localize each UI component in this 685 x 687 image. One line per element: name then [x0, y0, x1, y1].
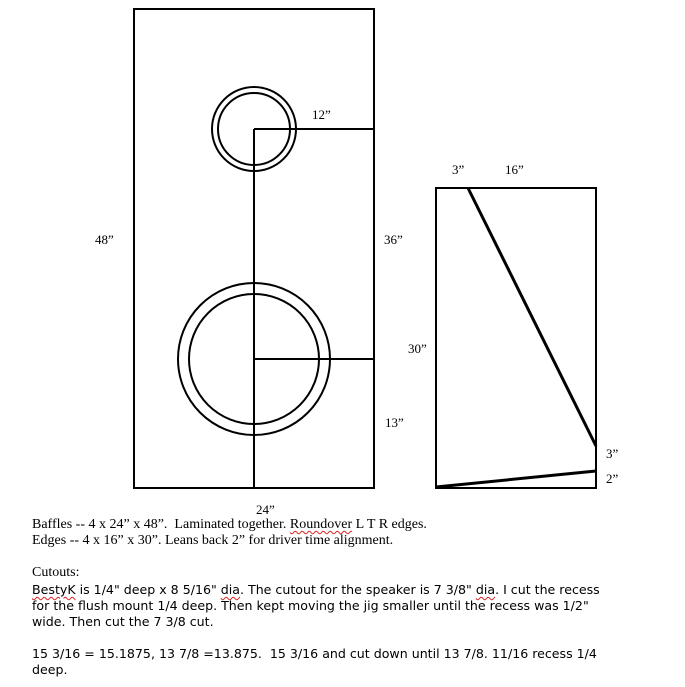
baffles-note-text: Baffles -- 4 x 24” x 48”. Laminated together. — [32, 517, 290, 532]
cutout-text-b: . The cutout for the speaker is 7 3/8" — [240, 582, 476, 597]
cutout-details — [32, 582, 672, 678]
measurement-line-2: deep. — [32, 662, 68, 677]
cutouts-heading: Cutouts: — [32, 565, 80, 580]
side-lower-right-label: 3” — [606, 446, 619, 461]
woofer-height-label: 13” — [385, 415, 404, 430]
side-panel-diagonal-cut — [468, 188, 596, 446]
dia-word-2: dia — [475, 582, 496, 597]
brand-word: BestyK — [32, 582, 76, 597]
measurement-line-1: 15 3/16 = 15.1875, 13 7/8 =13.875. 15 3/16 and cut down until 13 7/8. 11/16 recess 1/4 — [32, 646, 597, 661]
construction-notes — [32, 517, 672, 581]
edges-note: Edges -- 4 x 16” x 30”. Leans back 2” for driver time alignment. — [32, 533, 394, 548]
dia-word-1: dia — [220, 582, 240, 597]
tweeter-offset-label: 12” — [312, 107, 331, 122]
notes-spacer — [32, 549, 672, 565]
cutout-line-2: for the flush mount 1/4 deep. Then kept moving the jig smaller until the recess was 1/2" — [32, 598, 589, 613]
baffles-note — [32, 517, 672, 533]
cutout-text-a: is 1/4" deep x 8 5/16" — [75, 582, 221, 597]
cutout-line-3: wide. Then cut the 7 3/8 cut. — [32, 614, 214, 629]
cutout-text-c: . I cut the recess — [495, 582, 600, 597]
roundover-word: Roundover — [289, 517, 353, 532]
side-height-label: 30” — [408, 341, 427, 356]
tweeter-to-woofer-label: 36” — [384, 232, 403, 247]
baffle-width-label: 24” — [256, 502, 275, 515]
baffles-note-end: L T R edges. — [352, 517, 427, 532]
cutout-line-1 — [32, 582, 672, 598]
side-panel-outline — [436, 188, 596, 488]
side-top-offset-label: 3” — [452, 162, 465, 177]
side-top-width-label: 16” — [505, 162, 524, 177]
side-panel-bottom-lean — [436, 471, 596, 487]
cutout-spacer — [32, 630, 672, 646]
baffle-height-label: 48” — [95, 232, 114, 247]
side-bottom-right-label: 2” — [606, 471, 619, 486]
